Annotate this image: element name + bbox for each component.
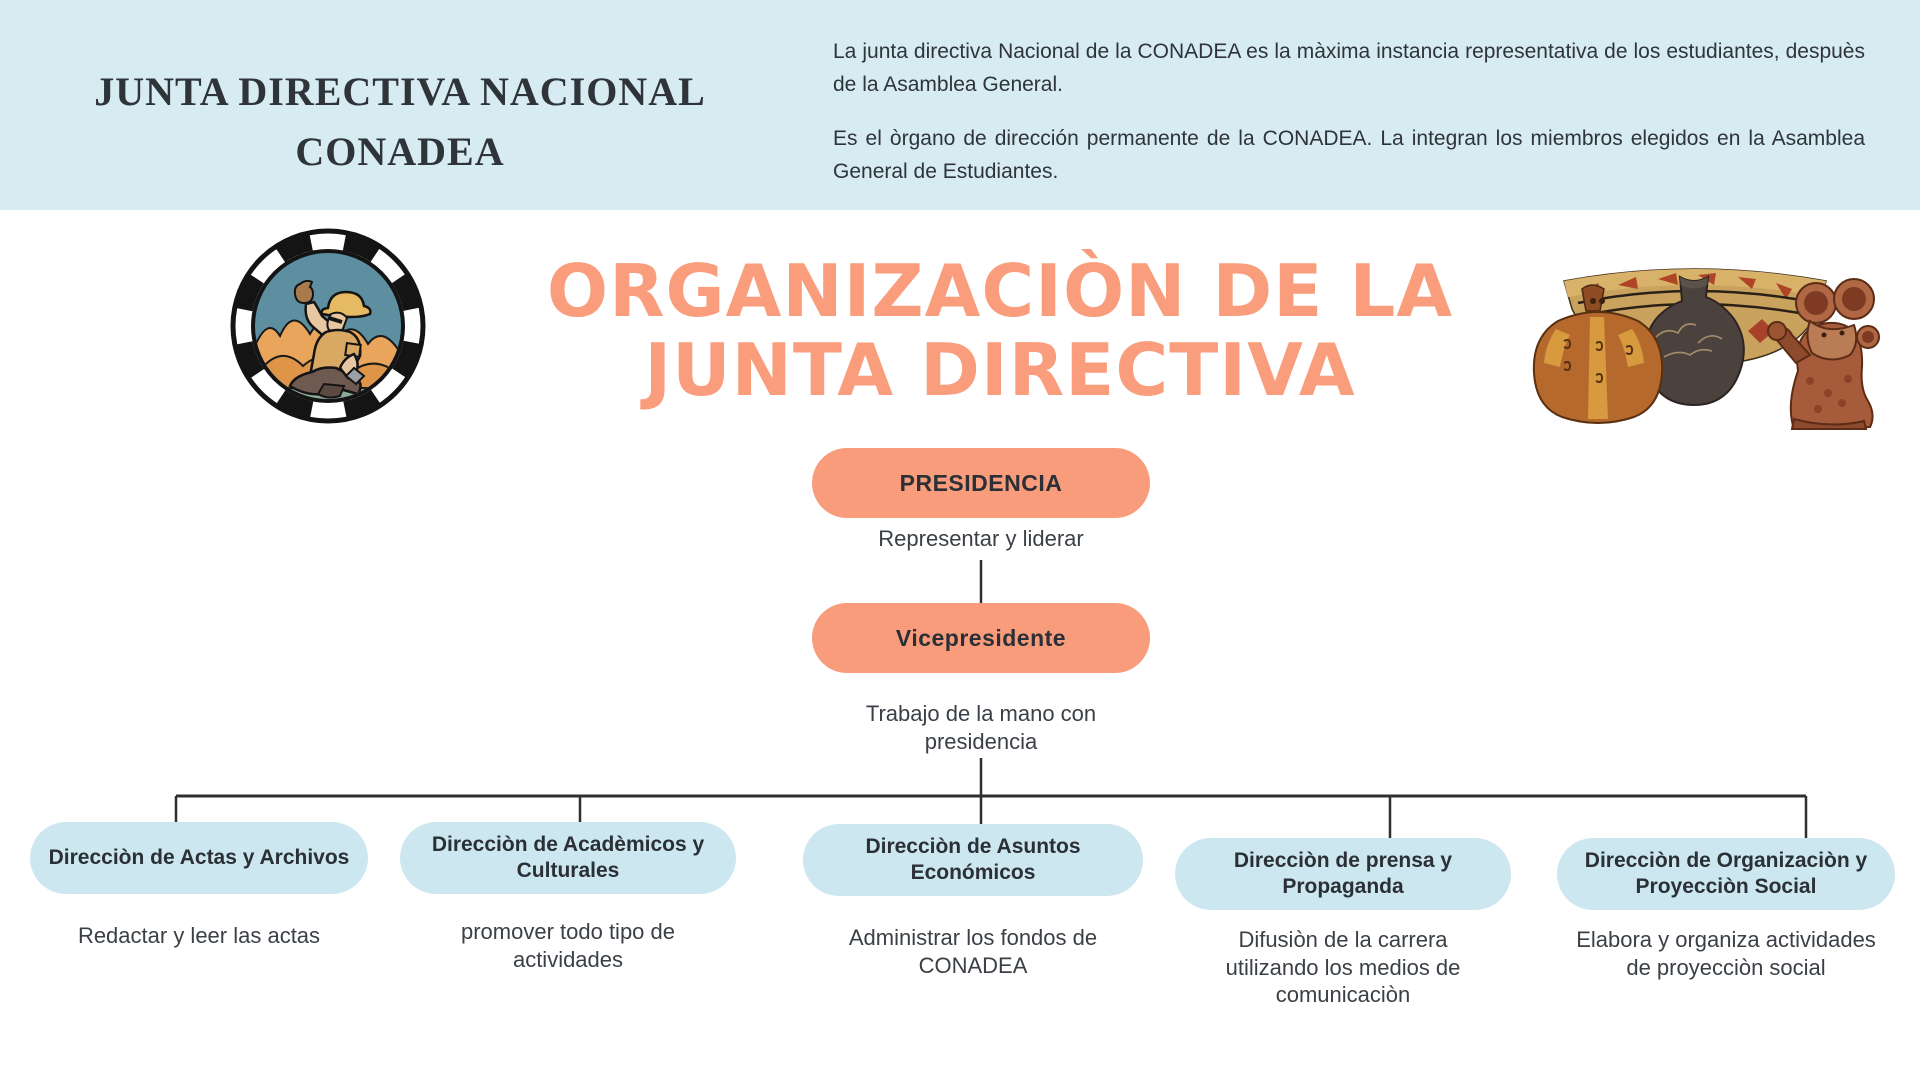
archaeologist-logo-icon xyxy=(228,226,428,426)
banner-paragraph-1: La junta directiva Nacional de la CONADEA es la màxima instancia representativa de los estudiantes, despuès de la Asamblea General. xyxy=(833,40,1865,96)
dept-caption-prensa-propaganda: Difusiòn de la carrera utilizando los medios de comunicaciòn xyxy=(1225,927,1461,1007)
dept-caption-asuntos-economicos: Administrar los fondos de CONADEA xyxy=(848,925,1098,978)
banner-description xyxy=(833,36,1865,188)
dept-node-asuntos-economicos: Direcciòn de Asuntos Económicos xyxy=(803,824,1143,896)
pottery-image xyxy=(1498,250,1890,442)
page-title-line2: JUNTA DIRECTIVA xyxy=(644,328,1356,413)
vicepresidente-node: Vicepresidente xyxy=(812,603,1150,673)
vicepresidente-caption: Trabajo de la mano con presidencia xyxy=(865,701,1097,754)
dept-node-academicos-culturales: Direcciòn de Acadèmicos y Culturales xyxy=(400,822,736,894)
banner-paragraph-2: Es el òrgano de dirección permanente de la CONADEA. La integran los miembros elegidos en la Asamblea General de Estudiantes. xyxy=(833,127,1865,183)
page-title-line1: ORGANIZACIÒN DE LA xyxy=(546,249,1454,333)
dept-caption-organizacion-proyeccion: Elabora y organiza actividades de proyecciòn social xyxy=(1576,927,1876,980)
presidencia-caption: Representar y liderar xyxy=(878,526,1084,551)
presidencia-node: PRESIDENCIA xyxy=(812,448,1150,518)
page-title xyxy=(500,249,1500,413)
dept-node-prensa-propaganda: Direcciòn de prensa y Propaganda xyxy=(1175,838,1511,910)
top-banner xyxy=(0,0,1920,210)
dept-caption-actas-archivos: Redactar y leer las actas xyxy=(77,923,321,948)
dept-caption-academicos-culturales: promover todo tipo de actividades xyxy=(460,919,676,972)
dept-node-organizacion-proyeccion: Direcciòn de Organizaciòn y Proyecciòn Social xyxy=(1557,838,1895,910)
banner-title: JUNTA DIRECTIVA NACIONAL CONADEA xyxy=(94,69,706,174)
dept-node-actas-archivos: Direcciòn de Actas y Archivos xyxy=(30,822,368,894)
